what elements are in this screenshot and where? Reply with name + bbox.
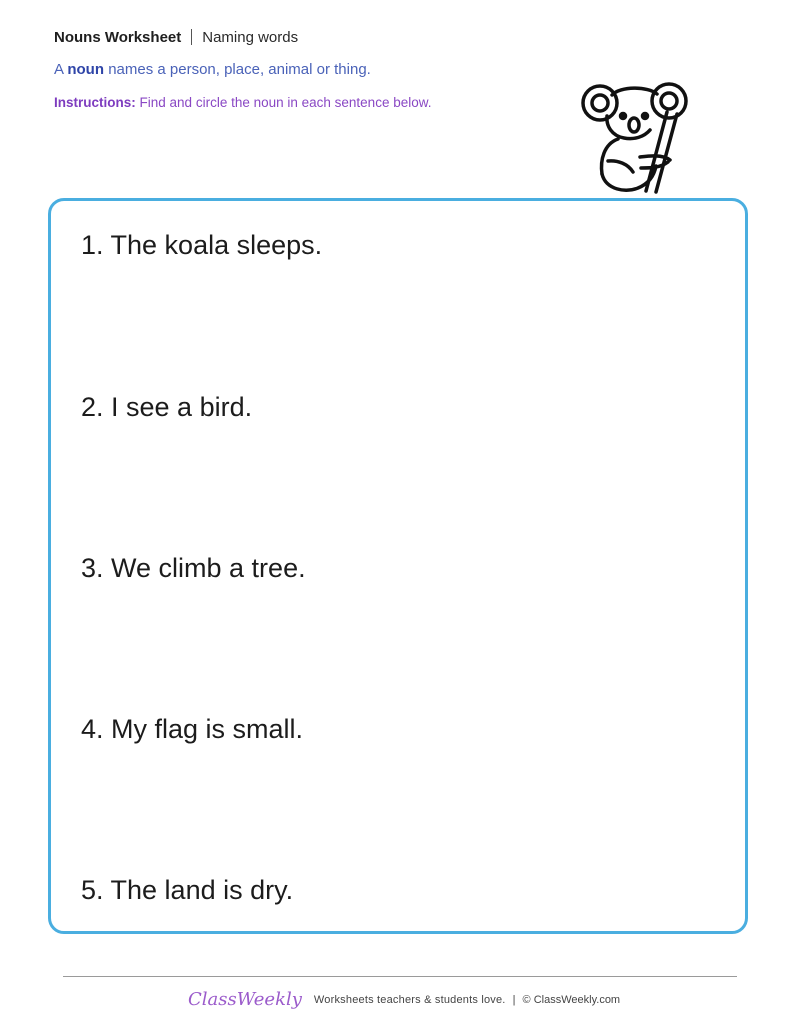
instructions-label: Instructions: <box>54 95 136 110</box>
header-divider <box>191 29 192 45</box>
sentence-item[interactable]: 3. We climb a tree. <box>81 553 306 583</box>
worksheet-header <box>54 29 298 47</box>
noun-definition <box>54 61 371 79</box>
koala-icon <box>578 80 690 196</box>
footer <box>188 986 620 1014</box>
footer-divider <box>63 976 737 977</box>
sentence-item[interactable]: 2. I see a bird. <box>81 392 253 422</box>
brand-logo: ClassWeekly <box>188 989 302 1010</box>
worksheet-subtitle: Naming words <box>202 29 299 46</box>
definition-keyword: noun <box>67 61 105 78</box>
worksheet-title: Nouns Worksheet <box>54 29 182 46</box>
definition-text: names a person, place, animal or thing. <box>108 61 371 78</box>
sentence-item[interactable]: 5. The land is dry. <box>81 875 294 905</box>
instructions-text: Find and circle the noun in each sentence below. <box>139 95 432 110</box>
footer-tagline: Worksheets teachers & students love. <box>313 994 506 1006</box>
sentence-item[interactable]: 4. My flag is small. <box>81 714 304 744</box>
instructions <box>54 94 431 111</box>
footer-copyright: © ClassWeekly.com <box>522 994 621 1006</box>
sentence-item[interactable]: 1. The koala sleeps. <box>81 230 323 260</box>
footer-separator: | <box>512 994 516 1006</box>
definition-prefix: A <box>54 61 64 78</box>
